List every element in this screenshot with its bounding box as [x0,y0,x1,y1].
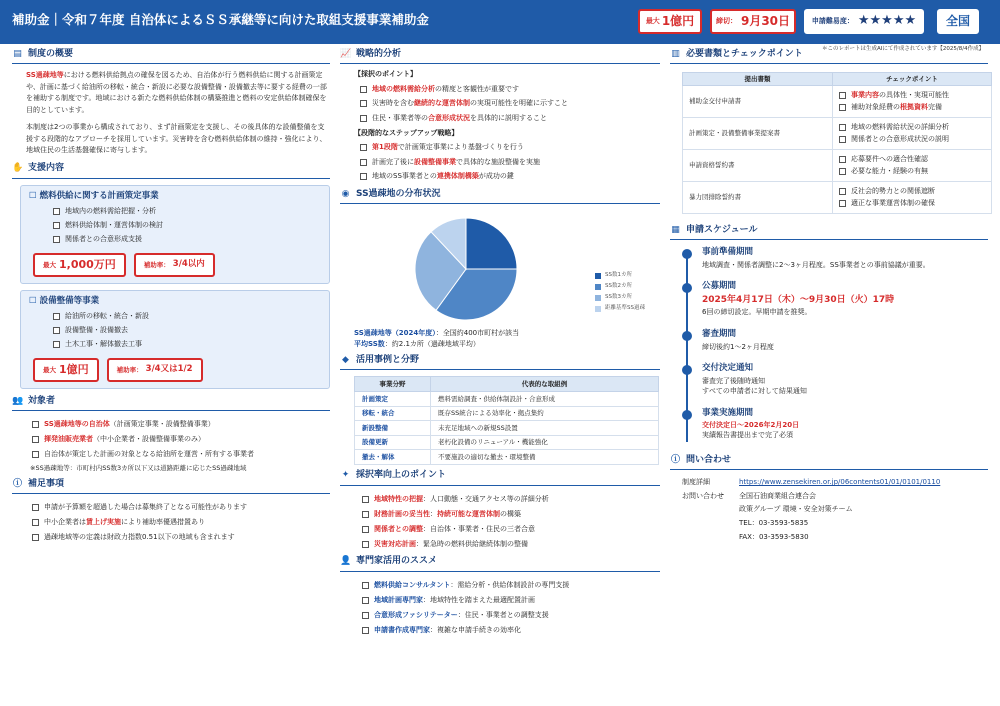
person-icon: 👤 [340,556,352,567]
list-item: 反社会的勢力との関係遮断 [839,185,985,198]
pie-chart [406,210,526,328]
distribution-caption: SS過疎地等（2024年度）：全国約400市町村が該当 平均SS数：約2.1カ所（過疎地域平均） [354,329,520,348]
checkbox-icon [839,156,846,163]
checkbox-icon [32,534,39,541]
docs-table [682,72,992,214]
equip-max-amount-tag: 最大 1億円 [33,358,99,382]
legend-label: 距離基準SS過疎 [605,305,645,312]
checkbox-icon [360,100,367,107]
left-column [12,48,330,545]
plan-project-box [20,185,330,284]
plan-rate-tag: 補助率： 3/4以内 [134,253,215,277]
checkbox-icon [362,612,369,619]
list-item: 計画完了後に 設備整備事業 で具体的な施設整備を実施 [360,155,660,170]
table-row: 申請資格誓約書 応募要件への適合性確認 必要な能力・経験の有無 [683,150,992,182]
checkbox-icon [839,188,846,195]
schedule-step: 事業実施期間 交付決定日〜2026年2月20日 実績報告書提出まで完了必須 [682,407,799,441]
plan-project-title: ☐ 燃料供給に関する計画策定事業 [29,190,159,201]
support-heading: ✋ 支援内容 [12,163,330,179]
list-item: 設備整備・設備撤去 [53,324,321,338]
difficulty-badge: 申請難易度： ★★★★★ [804,9,924,34]
pie-slice [466,218,517,269]
list-item: 地域計画専門家 ：地域特性を踏まえた最適配置計画 [362,593,660,608]
legend-entry [595,281,645,292]
list-item: 揮発油販売業者 （中小企業者・設備整備事業のみ） [32,432,330,447]
chart-icon: 📈 [340,48,352,59]
checkbox-icon [362,526,369,533]
difficulty-stars: ★★★★★ [857,13,917,29]
list-item: 第1段階 で計画策定事業により基盤づくりを行う [360,141,660,156]
list-item: 適正な事業運営体制の確保 [839,198,985,211]
table-row: 計画策定 燃料需給調査・供給体制設計・合意形成 [355,392,659,407]
list-item: 関係者との合意形成状況の説明 [839,134,985,147]
deadline-badge: 締切： 9月30日 [710,9,796,34]
table-header: 提出書類 [683,73,833,86]
schedule-step: 交付決定通知 審査完了後随時通知 すべての申請者に対して結果通知 [682,362,807,397]
list-item: 燃料供給コンサルタント ：需給分析・供給体制設計の専門支援 [362,578,660,593]
checkbox-icon [53,313,60,320]
legend-swatch [595,295,601,301]
list-item: 地域のSS事業者との 連携体制構築 が成功の鍵 [360,170,660,185]
checkbox-icon [360,144,367,151]
checkbox-icon [53,236,60,243]
list-item: 関係者との調整 ：自治体・事業者・住民の三者合意 [362,522,660,537]
checkbox-icon: ☐ [29,295,37,306]
cases-heading: ◆ 活用事例と分野 [340,354,660,370]
table-row: 撤去・解体 不要施設の適切な撤去・環境整備 [355,450,659,465]
people-icon: 👥 [12,395,24,406]
list-item: 必要な能力・経験の有無 [839,166,985,179]
legend-label: SS数3カ所 [605,294,632,301]
schedule-heading: ▦ 申請スケジュール [670,224,988,240]
list-item: 申請が予算額を超過した場合は募集終了となる可能性があります [32,500,330,515]
table-row: 暴力団排除誓約書 反社会的勢力との関係遮断 適正な事業運営体制の確保 [683,182,992,214]
checkbox-icon [360,173,367,180]
legend-label: SS数2カ所 [605,283,632,290]
legend-entry [595,292,645,303]
schedule-step: 公募期間 2025年4月17日（木）〜9月30日（火）17時 6回の締切設定。早期申請を推奨。 [682,280,894,318]
table-header: チェックポイント [833,73,992,86]
table-row: 移転・統合 既存SS統合による効率化・拠点集約 [355,406,659,421]
ai-generated-note: ＊このレポートは生成AIにて作成されています【2025/8/4作成】 [822,46,985,52]
list-item: 地域の燃料需給分析 の精度と客観性が重要です [360,82,660,97]
pin-icon: ◉ [341,188,350,199]
table-row: 設備更新 老朽化設備のリニューアル・機能強化 [355,435,659,450]
info-icon: ⓘ [670,454,680,465]
cube-icon: ◆ [342,354,349,365]
right-column [670,48,988,544]
clipboard-icon: ▥ [671,48,680,59]
list-item: 自治体が策定した計画の対象となる給油所を運営・所有する事業者 [32,447,330,462]
list-item: 地域特性の把握 ：人口動態・交通アクセス等の詳細分析 [362,492,660,507]
checkbox-icon [32,421,39,428]
list-item: 補助対象経費の 根拠資料 完備 [839,102,985,115]
list-item: 災害対応計画 ：緊急時の燃料供給継続体制の整備 [362,537,660,552]
contact-url-link[interactable]: https://www.zensekiren.or.jp/06contents01/01/0101/0110 [739,478,941,486]
list-item: 地域の燃料需給状況の詳細分析 [839,121,985,134]
list-item: 応募要件への適合性確認 [839,153,985,166]
legend-swatch [595,306,601,312]
strategy-heading: 📈 戦略的分析 [340,48,660,64]
equipment-project-box [20,290,330,389]
docs-heading: ▥ 必要書類とチェックポイント [670,48,988,64]
pie-chart-area [340,210,660,328]
contact-block: 制度詳細 https://www.zensekiren.or.jp/06contents01/01/0101/0110 お問い合わせ 全国石油商業組合連合会 政策グループ 環境・安全対策チーム TEL：03-3593-5835 FAX：03-3593-5830 [682,478,941,541]
schedule-step: 審査期間 締切後約1〜2ヶ月程度 [682,328,774,352]
checkbox-icon [362,627,369,634]
list-item: SS過疎地等の自治体 （計画策定事業・設備整備事業） [32,417,330,432]
list-item: 地域内の燃料需給把握・分析 [53,205,321,219]
checkbox-icon [839,104,846,111]
checkbox-icon [360,159,367,166]
contact-heading: ⓘ 問い合わせ [670,454,988,470]
improve-heading: ✦ 採択率向上のポイント [340,470,660,486]
notes-heading: ⓘ 補足事項 [12,478,330,494]
legend-entry [595,270,645,281]
cases-table [354,376,659,465]
middle-column [340,48,660,638]
list-item: 関係者との合意形成支援 [53,233,321,247]
plan-max-amount-tag: 最大 1,000万円 [33,253,126,277]
table-row: 補助金交付申請書 事業内容 の具体性・実現可能性 補助対象経費の 根拠資料 完備 [683,86,992,118]
table-header: 事業分野 [355,377,431,392]
equipment-project-title: ☐ 設備整備等事業 [29,295,100,306]
legend-label: SS数1カ所 [605,272,632,279]
checkbox-icon [360,86,367,93]
list-item: 燃料供給体制・運営体制の検討 [53,219,321,233]
checkbox-icon [53,208,60,215]
checkbox-icon [362,496,369,503]
list-item: 合意形成ファシリテーター ：住民・事業者との調整支援 [362,608,660,623]
checkbox-icon [360,115,367,122]
checkbox-icon [839,92,846,99]
checkbox-icon [32,504,39,511]
equip-rate-tag: 補助率： 3/4又は1/2 [107,358,203,382]
checkbox-icon [362,541,369,548]
list-item: 災害時を含む 継続的な運営体制 の実現可能性を明確に示すこと [360,97,660,112]
checkbox-icon [32,451,39,458]
overview-heading: ▤ 制度の概要 [12,48,330,64]
checkbox-icon [32,436,39,443]
checkbox-icon [839,168,846,175]
overview-paragraph-2: 本制度は2つの事業から構成されており、まず計画策定を支援し、その後具体的な設備整備を支援する段階的なアプローチを採用しています。災害時を含む燃料供給体制の維持・強化により、地域住民の生活基盤確保に寄与します。 [26,123,327,155]
checkbox-icon [53,222,60,229]
schedule-timeline [682,246,988,454]
checkbox-icon [53,327,60,334]
chart-legend [595,270,645,314]
checkbox-icon [362,597,369,604]
distribution-heading: ◉ SS過疎地の分布状況 [340,188,660,204]
list-item: 財務計画の妥当性 ： 持続可能な運営体制 の構築 [362,507,660,522]
targets-heading: 👥 対象者 [12,395,330,411]
page-title: 補助金｜令和７年度 自治体によるＳＳ承継等に向けた取組支援事業補助金 [12,12,429,27]
checkbox-icon [32,519,39,526]
list-item: 土木工事・解体撤去工事 [53,338,321,352]
list-item: 事業内容 の具体性・実現可能性 [839,89,985,102]
list-item: 申請書作成専門家 ：複雑な申請手続きの効率化 [362,623,660,638]
list-item: 過疎地域等の定義は財政力指数0.51以下の地域も含まれます [32,530,330,545]
list-item: 中小企業者は 賃上げ実施 により補助率優遇措置あり [32,515,330,530]
targets-note: ※SS過疎地等：市町村内SS数3カ所以下又は道路距離に応じたSS過疎地域 [30,463,247,472]
list-item: 住民・事業者等の 合意形成状況 を具体的に説明すること [360,111,660,126]
list-item: 給油所の移転・統合・新設 [53,310,321,324]
checkbox-icon [839,136,846,143]
adopt-points-title: 【採択のポイント】 [354,70,417,78]
legend-swatch [595,273,601,279]
checkbox-icon [839,200,846,207]
checkbox-icon [839,124,846,131]
checkbox-icon [362,582,369,589]
header-bar [0,0,1000,44]
table-header: 代表的な取組例 [431,377,659,392]
max-amount-badge: 最大 1億円 [638,9,702,34]
schedule-step: 事前準備期間 地域調査・関係者調整に2〜3ヶ月程度。SS事業者との事前協議が重要。 [682,246,930,270]
legend-swatch [595,284,601,290]
legend-entry [595,303,645,314]
experts-heading: 👤 専門家活用のススメ [340,556,660,572]
handshake-icon: ✋ [12,163,24,174]
region-badge: 全国 [937,9,979,34]
calendar-icon: ▦ [671,224,680,235]
checkbox-icon [53,341,60,348]
table-row: 計画策定・設備整備事業提案書 地域の燃料需給状況の詳細分析 関係者との合意形成状況の説明 [683,118,992,150]
checkbox-icon [362,511,369,518]
table-row: 新設整備 未充足地域への新規SS設置 [355,421,659,436]
document-icon: ▤ [13,48,22,59]
checkbox-icon: ☐ [29,190,37,201]
bulb-icon: ✦ [341,470,350,481]
info-icon: ⓘ [12,479,22,490]
overview-paragraph-1: SS過疎地等における燃料供給拠点の確保を図るため、自治体が行う燃料供給に関する計画策定や、計画に基づく給油所の移転・統合・新設に必要な設備整備・設備撤去等に要する経費の一部を補助する制度です。地域における新たな燃料供給体制の構築推進と燃料の安定供給体制確保を目的としています。 [26,71,327,114]
step-strategy-title: 【段階的なステップアップ戦略】 [354,128,459,137]
